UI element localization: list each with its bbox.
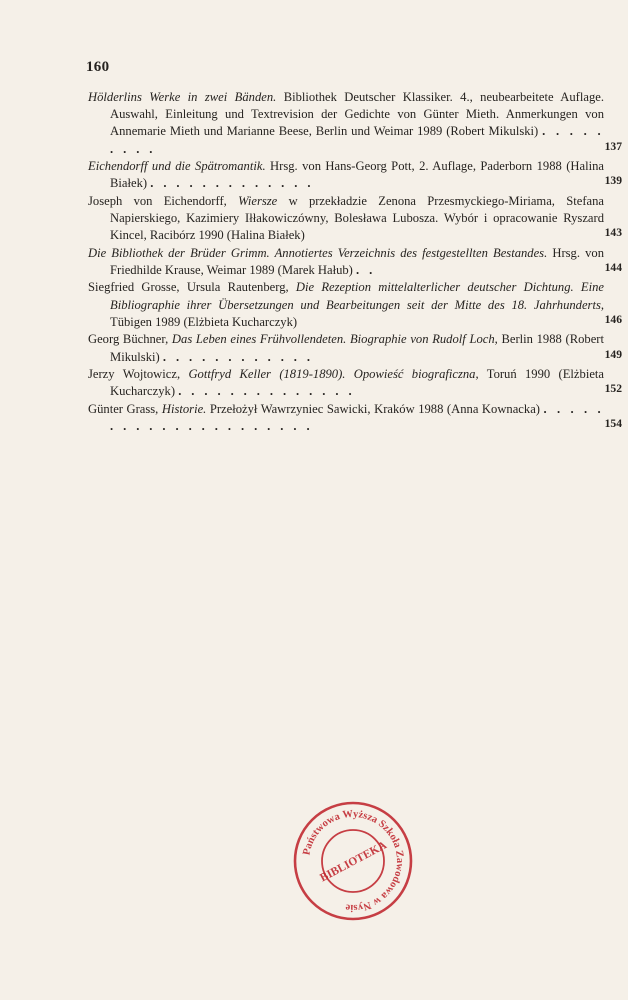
entry-page-number: 149: [604, 347, 622, 361]
entry-page-number: 139: [604, 174, 622, 188]
dot-leader: . . . . . . . . . . . .: [162, 349, 314, 364]
entry-title: Wiersze: [238, 193, 278, 208]
entry-page-number: 154: [604, 416, 622, 430]
bibliography-entry: [88, 279, 622, 331]
bibliography-entry: [88, 89, 622, 158]
bibliography-entry: [88, 366, 622, 400]
entry-details: Przełożył Wawrzyniec Sawicki, Kraków 1988 (Anna Kownacka): [206, 401, 544, 416]
dot-leader: . . . . . . . . . . . . .: [150, 176, 314, 191]
bibliography-entry: [88, 158, 622, 192]
entry-author: Günter Grass,: [88, 401, 162, 416]
dot-leader: . . . . . . . . . . . . . . . . . . . . .: [110, 401, 604, 433]
entry-page-number: 146: [604, 312, 622, 326]
entry-details: Bibliothek Deutscher Klassiker. 4., neubearbeitete Auflage. Auswahl, Einleitung und Textrevision der Gedichte von Günter Mieth. Anmerkungen von Annemarie Mieth und Marianne Beese, Berlin und Weimar 1989 (Robert Mikulski): [110, 90, 604, 139]
entry-title: Die Rezeption mittelalterlicher deutscher Dichtung. Eine Bibliographie ihrer Übersetzungen und Bearbeitungen seit der Mitte des 18. Jahrhunderts,: [110, 280, 604, 312]
entry-author: Joseph von Eichendorff,: [88, 193, 239, 208]
entry-page-number: 144: [604, 260, 622, 274]
entry-page-number: 152: [604, 382, 622, 396]
bibliography-list: [88, 89, 622, 435]
bibliography-entry: [88, 193, 622, 245]
dot-leader: . . . . . . . . . . . . . .: [178, 384, 355, 399]
entry-page-number: 143: [604, 226, 622, 240]
bibliography-entry: [88, 245, 622, 279]
entry-text: [88, 89, 604, 158]
entry-title: Historie.: [161, 401, 207, 416]
entry-title: Eichendorff und die Spätromantik.: [88, 159, 266, 174]
entry-details: Tübigen 1989 (Elżbieta Kucharczyk): [110, 314, 298, 329]
entry-title: Gottfryd Keller (1819-1890). Opowieść biograficzna,: [188, 367, 479, 382]
entry-title: Hölderlins Werke in zwei Bänden.: [88, 90, 277, 104]
stamp-outer-text: Państwowa Wyższa Szkoła Zawodowa w Nysie: [301, 808, 406, 914]
library-stamp: [290, 798, 416, 924]
entry-text: [88, 245, 604, 279]
entry-text: [88, 158, 604, 192]
entry-details: Toruń 1990 (Elżbieta Kucharczyk): [110, 367, 604, 399]
entry-author: Siegfried Grosse, Ursula Rautenberg,: [88, 280, 296, 295]
entry-title: Das Leben eines Frühvollendeten. Biographie von Rudolf Loch,: [171, 332, 498, 347]
dot-leader: . .: [356, 262, 376, 277]
bibliography-entry: [88, 401, 622, 435]
entry-text: [88, 401, 604, 435]
entry-details: w przekładzie Zenona Przesmyckiego-Miriama, Stefana Napierskiego, Kazimiery Iłłakowiczówny, Bolesława Lubosza. Wybór i opracowanie Ryszard Kincel, Racibórz 1990 (Halina Białek): [110, 193, 604, 243]
entry-details: Hrsg. von Friedhilde Krause, Weimar 1989 (Marek Hałub): [110, 245, 604, 277]
entry-details: Hrsg. von Hans-Georg Pott, 2. Auflage, Paderborn 1988 (Halina Białek): [110, 159, 604, 191]
entry-text: [88, 193, 604, 245]
entry-page-number: 137: [604, 139, 622, 153]
page-number: 160: [86, 59, 110, 75]
bibliography-entry: [88, 331, 622, 365]
entry-text: [88, 366, 604, 400]
entry-details: Berlin 1988 (Robert Mikulski): [110, 332, 604, 364]
entry-author: Georg Büchner,: [88, 332, 172, 347]
entry-text: [88, 331, 604, 365]
dot-leader: . . . . . . . . .: [110, 124, 604, 156]
entry-title: Die Bibliothek der Brüder Grimm. Annotiertes Verzeichnis des festgestellten Bestandes.: [88, 245, 548, 260]
entry-text: [88, 279, 604, 331]
entry-author: Jerzy Wojtowicz,: [88, 367, 189, 382]
stamp-inner-text: BIBLIOTEKA: [318, 839, 389, 885]
